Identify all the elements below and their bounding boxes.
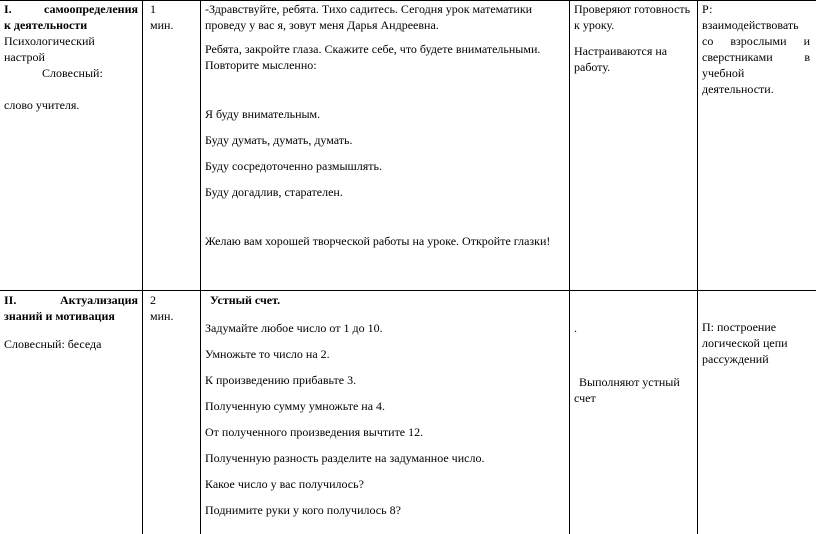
stage2-uud-text: П: построение логической цепи рассуждений <box>702 320 788 366</box>
row-divider <box>0 290 816 291</box>
stage1-students-text: Настраиваются на работу. <box>574 44 668 74</box>
col-divider-3 <box>569 0 570 534</box>
stage1-teacher-text: Буду догадлив, старателен. <box>205 185 343 199</box>
stage1-time: 1 мин. <box>150 2 174 32</box>
uud-word: и <box>803 34 810 48</box>
stage1-uud-justified-line <box>702 33 810 49</box>
stage1-teacher-text: Ребята, закройте глаза. Скажите себе, что будете внимательными. Повторите мысленно: <box>205 42 541 72</box>
stage1-teacher-text: Желаю вам хорошей творческой работы на уроке. Откройте глазки! <box>205 234 551 248</box>
stage1-uud-line: взаимодействовать <box>702 18 799 32</box>
stage1-students-text: Проверяют готовность к уроку. <box>574 2 691 32</box>
stage1-method: Словесный: <box>42 66 103 80</box>
stage2-title-line1 <box>4 292 138 308</box>
stage1-teacher-text: Буду сосредоточенно размышлять. <box>205 159 383 173</box>
col-divider-1 <box>142 0 143 534</box>
stage2-students-cell <box>574 320 694 406</box>
uud-word: со <box>702 34 714 48</box>
stage2-title-word: Актуализация <box>59 293 138 307</box>
stage2-teacher-text: Какое число у вас получилось? <box>205 477 364 491</box>
stage1-method-detail: слово учителя. <box>4 98 80 112</box>
stage1-uud-line: учебной деятельности. <box>702 66 774 96</box>
uud-word: взрослыми <box>730 34 787 48</box>
stage1-uud-label: Р: <box>702 2 713 16</box>
stage1-teacher-text: Я буду внимательным. <box>205 107 321 121</box>
col-divider-2 <box>200 0 201 534</box>
stage1-title-line1 <box>4 1 138 17</box>
stage1-number: I. <box>4 2 12 16</box>
stage2-teacher-text: От полученного произведения вычтите 12. <box>205 425 424 439</box>
stage2-students-dot: . <box>574 321 577 335</box>
stage2-teacher-text: Умножьте то число на 2. <box>205 347 330 361</box>
uud-word: сверстниками <box>702 50 773 64</box>
uud-word: в <box>804 50 810 64</box>
stage1-teacher-text: Буду думать, думать, думать. <box>205 133 353 147</box>
stage2-teacher-text: Полученную разность разделите на задуманное число. <box>205 451 485 465</box>
stage1-students-cell <box>574 1 694 75</box>
stage2-teacher-text: Полученную сумму умножьте на 4. <box>205 399 386 413</box>
stage2-stage-cell <box>4 292 138 352</box>
stage1-subtitle: Психологический настрой <box>4 34 95 64</box>
stage2-title-line2: знаний и мотивация <box>4 309 115 323</box>
stage1-title-line2: к деятельности <box>4 18 88 32</box>
stage2-students-text: Выполняют устный счет <box>574 375 680 405</box>
stage2-teacher-text: К произведению прибавьте 3. <box>205 373 357 387</box>
stage2-teacher-text: Поднимите руки у кого получилось 8? <box>205 503 401 517</box>
stage1-uud-cell <box>702 1 810 97</box>
stage2-method: Словесный: беседа <box>4 337 102 351</box>
stage1-teacher-cell <box>205 1 565 249</box>
col-divider-4 <box>697 0 698 534</box>
stage2-teacher-text: Задумайте любое число от 1 до 10. <box>205 321 383 335</box>
stage2-teacher-cell <box>205 292 565 518</box>
stage1-stage-cell <box>4 1 138 113</box>
stage1-title-word: самоопределения <box>43 2 138 16</box>
stage2-uud-cell <box>702 319 797 367</box>
stage2-teacher-heading: Устный счет. <box>210 293 281 307</box>
stage2-time: 2 мин. <box>150 293 174 323</box>
stage2-number: II. <box>4 293 17 307</box>
stage1-teacher-text: -Здравствуйте, ребята. Тихо садитесь. Сегодня урок математики проведу у вас я, зовут меня Дарья Андреевна. <box>205 2 533 32</box>
stage1-uud-justified-line <box>702 49 810 65</box>
